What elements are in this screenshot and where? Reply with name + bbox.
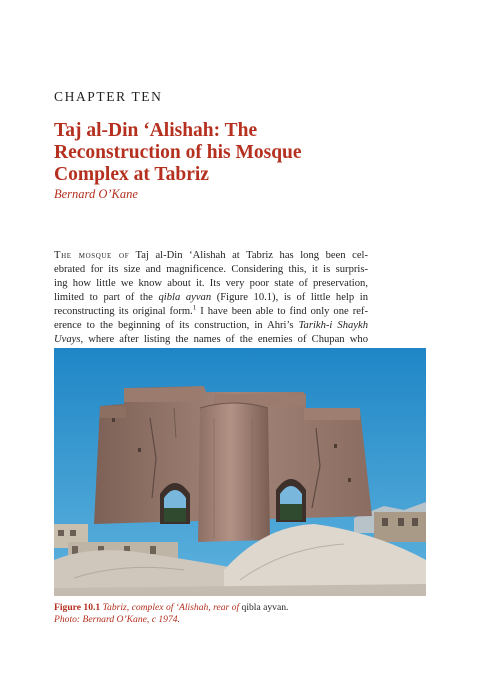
body-text-segment: , where after listing the names of the enemies of Chupan who — [80, 334, 368, 345]
chapter-title — [54, 120, 414, 186]
italic-term: qibla ayvan — [158, 292, 212, 303]
figure-label: Figure 10.1 — [54, 602, 101, 613]
body-line-5 — [54, 305, 368, 319]
body-line-2: ebrated for its size and magnificence. Considering this, it is surpris- — [54, 264, 368, 275]
title-line-1: Taj al-Din ‘Alishah: The — [54, 120, 258, 141]
body-text-segment: reconstructing its original form. — [54, 306, 193, 317]
body-text-segment: I have been able to find only one ref- — [196, 306, 368, 317]
caption-italic: Tabriz, complex of ‘Alishah, rear of — [100, 602, 242, 613]
figure-caption — [54, 602, 426, 626]
body-line-4 — [54, 291, 368, 305]
mosque-ruin-photo — [54, 348, 426, 596]
caption-line-1 — [54, 602, 426, 614]
footnote-ref[interactable]: 1 — [192, 305, 197, 312]
title-line-3: Complex at Tabriz — [54, 164, 209, 185]
body-text-segment: erence to the beginning of its construction, in Ahri’s — [54, 320, 299, 331]
caption-plain: qibla ayvan. — [241, 602, 289, 613]
body-line-1 — [54, 249, 368, 263]
body-line-3: ing how little we know about it. Its very poor state of preservation, — [54, 278, 368, 289]
author-name: Bernard O’Kane — [54, 187, 138, 201]
italic-title: Uvays — [54, 334, 81, 345]
caption-line-2: Photo: Bernard O’Kane, c 1974. — [54, 614, 180, 625]
body-line-6 — [54, 319, 368, 333]
small-caps-opening: The mosque of — [54, 250, 130, 261]
body-text-segment: limited to part of the — [54, 292, 159, 303]
title-line-2: Reconstruction of his Mosque — [54, 142, 302, 163]
body-text-segment: Taj al-Din ‘Alishah at Tabriz has long been cel- — [129, 250, 368, 261]
body-text-segment: (Figure 10.1), is of little help in — [211, 292, 368, 303]
body-paragraph — [54, 249, 368, 347]
body-line-7 — [54, 333, 368, 347]
figure-photo — [54, 348, 426, 596]
italic-title: Tarikh-i Shaykh — [298, 320, 368, 331]
chapter-label: CHAPTER TEN — [54, 89, 163, 104]
